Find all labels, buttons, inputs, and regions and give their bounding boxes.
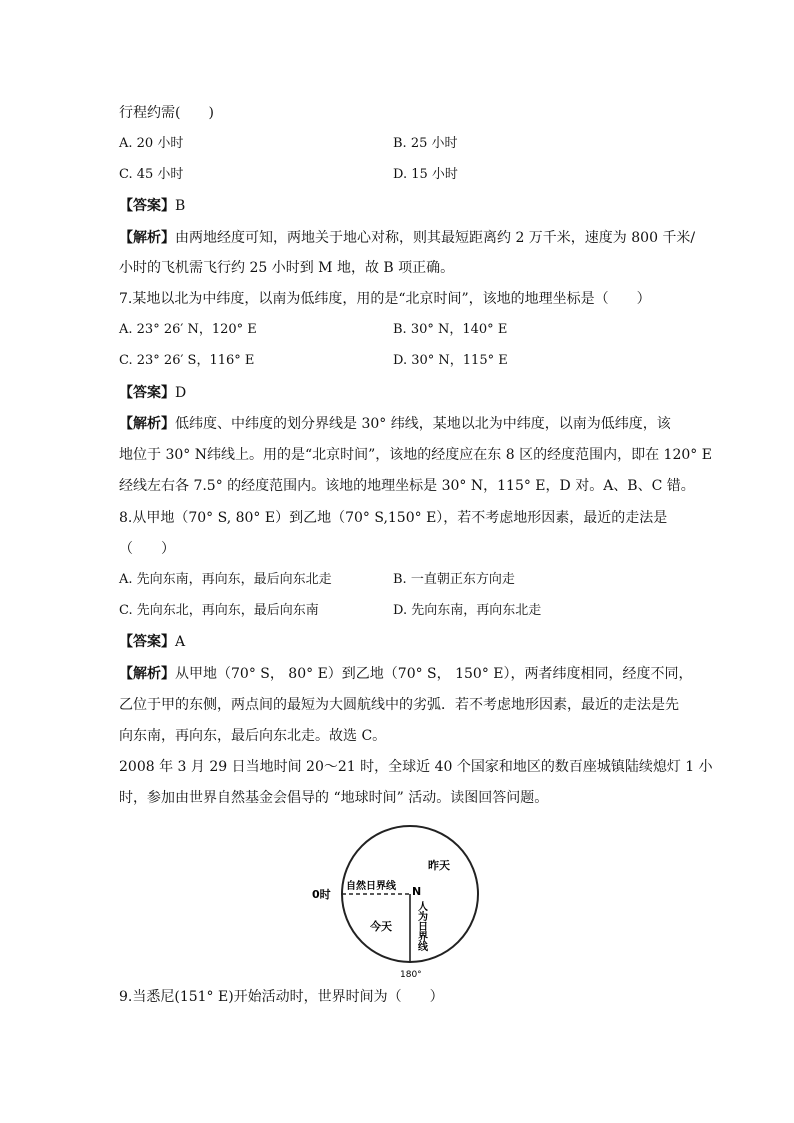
analysis-text: 从甲地（70° S， 80° E）到乙地（70° S， 150° E），两者纬度相同，经度不同， (175, 666, 693, 682)
answer-value: A (175, 634, 186, 650)
analysis-tag: 【解析】 (119, 230, 175, 246)
answer-tag: 【答案】 (119, 198, 175, 214)
q7-analysis-line-2: 地位于 30° N纬线上。用的是“北京时间”，该地的经度应在东 8 区的经度范围内，即在 120° E (119, 447, 712, 463)
q6-option-d: D. 15 小时 (393, 167, 458, 182)
material-line-1: 2008 年 3 月 29 日当地时间 20～21 时，全球近 40 个国家和地区的数百座城镇陆续熄灯 1 小 (119, 759, 713, 775)
q6-analysis-line-2: 小时的飞机需飞行约 25 小时到 M 地，故 B 项正确。 (119, 260, 455, 276)
label-0h: 0时 (312, 888, 331, 901)
analysis-tag: 【解析】 (119, 416, 175, 432)
q6-option-c: C. 45 小时 (119, 167, 184, 182)
q6-option-a: A. 20 小时 (119, 136, 184, 151)
analysis-tag: 【解析】 (119, 666, 175, 682)
q7-analysis-line-3: 经线左右各 7.5° 的经度范围内。该地的地理坐标是 30° N，115° E，D 对。A、B、C 错。 (119, 478, 695, 494)
q8-option-a: A. 先向东南，再向东，最后向东北走 (119, 572, 332, 587)
q8-option-d: D. 先向东南，再向东北走 (393, 603, 542, 618)
q8-option-b: B. 一直朝正东方向走 (393, 572, 515, 587)
label-artificial-line: 人为日界线 (415, 901, 427, 951)
analysis-text: 低纬度、中纬度的划分界线是 30° 纬线，某地以北为中纬度，以南为低纬度，该 (175, 416, 671, 432)
q7-option-a: A. 23° 26′ N，120° E (119, 322, 257, 337)
q8-analysis-line-3: 向东南，再向东，最后向东北走。故选 C。 (119, 728, 387, 744)
q6-stem-tail: 行程约需( ) (119, 105, 214, 121)
q7-option-c: C. 23° 26′ S，116° E (119, 353, 255, 368)
q6-answer (119, 196, 185, 216)
q7-answer (119, 383, 186, 403)
label-n: N (412, 885, 422, 898)
q9-stem: 9.当悉尼(151° E)开始活动时，世界时间为（ ） (119, 989, 444, 1005)
q8-stem-line-2: （ ） (119, 541, 175, 557)
answer-tag: 【答案】 (119, 634, 175, 650)
answer-tag: 【答案】 (119, 385, 175, 401)
q8-analysis-line-1 (119, 664, 693, 684)
q6-option-b: B. 25 小时 (393, 136, 458, 151)
q8-answer (119, 632, 185, 652)
q7-stem: 7.某地以北为中纬度，以南为低纬度，用的是“北京时间”，该地的地理坐标是（ ） (119, 291, 651, 307)
q6-analysis-line-1 (119, 228, 695, 248)
answer-value: B (175, 198, 186, 214)
label-yesterday: 昨天 (428, 859, 450, 872)
label-180: 180° (400, 970, 422, 980)
q8-option-c: C. 先向东北，再向东，最后向东南 (119, 603, 319, 618)
answer-value: D (175, 385, 187, 401)
label-today: 今天 (370, 920, 392, 933)
q7-analysis-line-1 (119, 414, 671, 434)
label-natural-line: 自然日界线 (346, 881, 396, 892)
q7-option-d: D. 30° N，115° E (393, 353, 508, 368)
date-line-figure (300, 822, 500, 982)
q7-option-b: B. 30° N，140° E (393, 322, 508, 337)
material-line-2: 时，参加由世界自然基金会倡导的 “地球时间” 活动。读图回答问题。 (119, 790, 549, 806)
analysis-text: 由两地经度可知，两地关于地心对称，则其最短距离约 2 万千米，速度为 800 千米/ (175, 230, 696, 246)
q8-stem-line-1: 8.从甲地（70° S, 80° E）到乙地（70° S,150° E），若不考虑地形因素，最近的走法是 (119, 510, 668, 526)
q8-analysis-line-2: 乙位于甲的东侧，两点间的最短为大圆航线中的劣弧．若不考虑地形因素，最近的走法是先 (119, 697, 679, 713)
